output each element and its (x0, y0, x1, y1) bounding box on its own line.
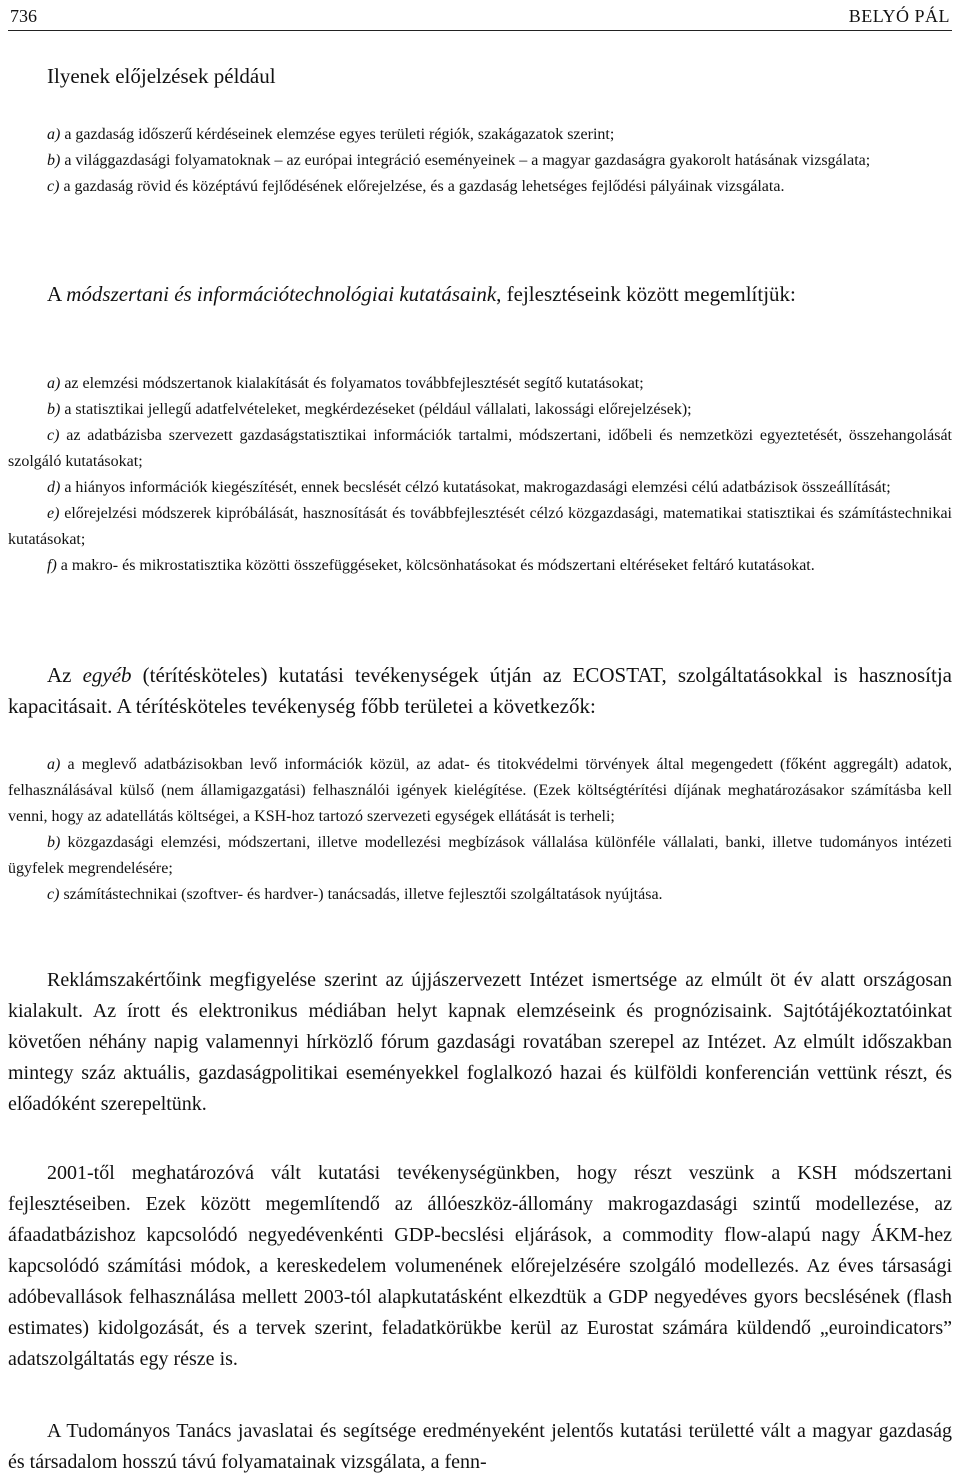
item-text: az adatbázisba szervezett gazdaságstatisztikai információk tartalmi, módszertani, időbeli és nemzetközi egyeztetését, összehangolását szolgáló kutatásokat; (8, 427, 952, 470)
item-text: közgazdasági elemzési, módszertani, illetve modellezési megbízások vállalása különféle vállalati, banki, illetve tudományos intézeti ügyfelek megrendelésére; (8, 834, 952, 877)
list-item (8, 752, 952, 830)
paragraph-emphasis: módszertani és információtechnológiai kutatásaink (66, 282, 497, 306)
paragraph-text: Reklámszakértőink megfigyelése szerint az újjászervezett Intézet ismertsége az elmúlt öt év alatt országosan kialakult. Az írott és elektronikus médiában helyt kapnak elemzéseink és prognózisaink. Sajtótájékoztatóinkat követően néhány napig valamennyi hírközlő fórum gazdasági rovatában szerepel az Intézet. Az elmúlt időszakban mintegy száz aktuális, gazdaságpolitikai eseményekkel foglalkozó hazai és külföldi konferencián vettünk részt, és előadóként szerepeltünk. (8, 969, 952, 1115)
item-text: az elemzési módszertanok kialakítását és folyamatos továbbfejlesztését segítő kutatásokat; (60, 375, 644, 392)
services-list (8, 752, 952, 908)
item-letter: b) (47, 834, 61, 851)
services-paragraph (8, 660, 952, 722)
paragraph-text: A Tudományos Tanács javaslatai és segítsége eredményeként jelentős kutatási területté vált a magyar gazdaság és társadalom hosszú távú folyamatainak vizsgálata, a fenn- (8, 1420, 952, 1473)
council-paragraph (8, 1416, 952, 1478)
item-text: számítástechnikai (szoftver- és hardver-) tanácsadás, illetve fejlesztői szolgáltatások nyújtása. (59, 886, 663, 903)
item-text: a gazdaság időszerű kérdéseinek elemzése egyes területi régiók, szakágazatok szerint; (60, 126, 615, 143)
item-letter: a) (47, 756, 61, 773)
item-text: a hiányos információk kiegészítését, ennek becslését célzó kutatásokat, makrogazdasági elemzési célú adatbázisok összeállítását; (60, 479, 891, 496)
paragraph-suffix: (térítésköteles) kutatási tevékenységek útján az ECOSTAT, szolgáltatásokkal is hasznosítja kapacitásait. A térítésköteles tevékenység főbb területei a következők: (8, 663, 952, 718)
page-header (8, 4, 952, 31)
item-letter: d) (47, 479, 61, 496)
list-item (8, 174, 952, 200)
forecast-list (8, 122, 952, 200)
list-item (8, 882, 952, 908)
paragraph-emphasis: egyéb (82, 663, 132, 687)
item-letter: e) (47, 505, 60, 522)
item-letter: a) (47, 375, 61, 392)
item-letter: b) (47, 152, 61, 169)
list-item (8, 148, 952, 174)
paragraph-suffix: , fejlesztéseink között megemlítjük: (496, 282, 796, 306)
list-item (8, 501, 952, 553)
item-text: a meglevő adatbázisokban levő információk közül, az adat- és titokvédelmi törvények által megengedett (főként aggregált) adatok, felhasználásával külső (nem államigazgatási) felhasználói igények kielégítése. (Ezek költségtérítési díjának meghatározásakor számításba kell venni, hogy az adatellátás költségei, a KSH-hoz tartozó szervezeti egységek ellátását is terheli; (8, 756, 952, 825)
item-letter: c) (47, 886, 60, 903)
paragraph-prefix: Az (47, 663, 83, 687)
reputation-paragraph (8, 965, 952, 1120)
item-letter: b) (47, 401, 61, 418)
list-item (8, 423, 952, 475)
methodology-list (8, 371, 952, 579)
item-text: a gazdaság rövid és középtávú fejlődésének előrejelzése, és a gazdaság lehetséges fejlődési pályáinak vizsgálata. (59, 178, 785, 195)
list-item (8, 397, 952, 423)
item-text: előrejelzési módszerek kipróbálását, hasznosítását és továbbfejlesztését célzó közgazdasági, matematikai statisztikai és számítástechnikai kutatásokat; (8, 505, 952, 548)
item-text: a statisztikai jellegű adatfelvételeket, megkérdezéseket (például vállalati, lakossági előrejelzések); (60, 401, 692, 418)
item-text: a világgazdasági folyamatoknak – az európai integráció eseményeinek – a magyar gazdaságra gyakorolt hatásának vizsgálata; (60, 152, 871, 169)
section-heading: Ilyenek előjelzések például (47, 64, 276, 88)
methodology-paragraph (8, 279, 952, 310)
paragraph-prefix: A (47, 282, 67, 306)
running-head-author: BELYÓ PÁL (848, 6, 950, 26)
item-text: a makro- és mikrostatisztika közötti összefüggéseket, kölcsönhatásokat és módszertani eltéréseket feltáró kutatásokat. (56, 557, 815, 574)
item-letter: c) (47, 427, 60, 444)
page-number: 736 (10, 6, 37, 26)
list-item (8, 122, 952, 148)
item-letter: f) (47, 557, 57, 574)
list-item (8, 475, 952, 501)
list-item (8, 553, 952, 579)
list-item (8, 830, 952, 882)
item-letter: a) (47, 126, 61, 143)
item-letter: c) (47, 178, 60, 195)
list-item (8, 371, 952, 397)
paragraph-text: 2001-től meghatározóvá vált kutatási tevékenységünkben, hogy részt veszünk a KSH módszertani fejlesztéseiben. Ezek között megemlítendő az állóeszköz-állomány makrogazdasági szintű modellezése, az áfaadatbázishoz kapcsolódó negyedévenkénti GDP-becslési eljárások, a commodity flow-alapú nagy ÁKM-hez kapcsolódó számítási módok, a kereskedelem volumenének előrejelzésére szolgáló modellezés. Az éves társasági adóbevallások felhasználása mellett 2003-tól alapkutatásként elkezdtük a GDP negyedéves gyors becslésének (flash estimates) kidolgozását, és a tervek szerint, feladatkörükbe kerül az Eurostat számára küldendő „euroindicators” adatszolgáltatás egy része is. (8, 1162, 952, 1370)
development-paragraph (8, 1158, 952, 1375)
